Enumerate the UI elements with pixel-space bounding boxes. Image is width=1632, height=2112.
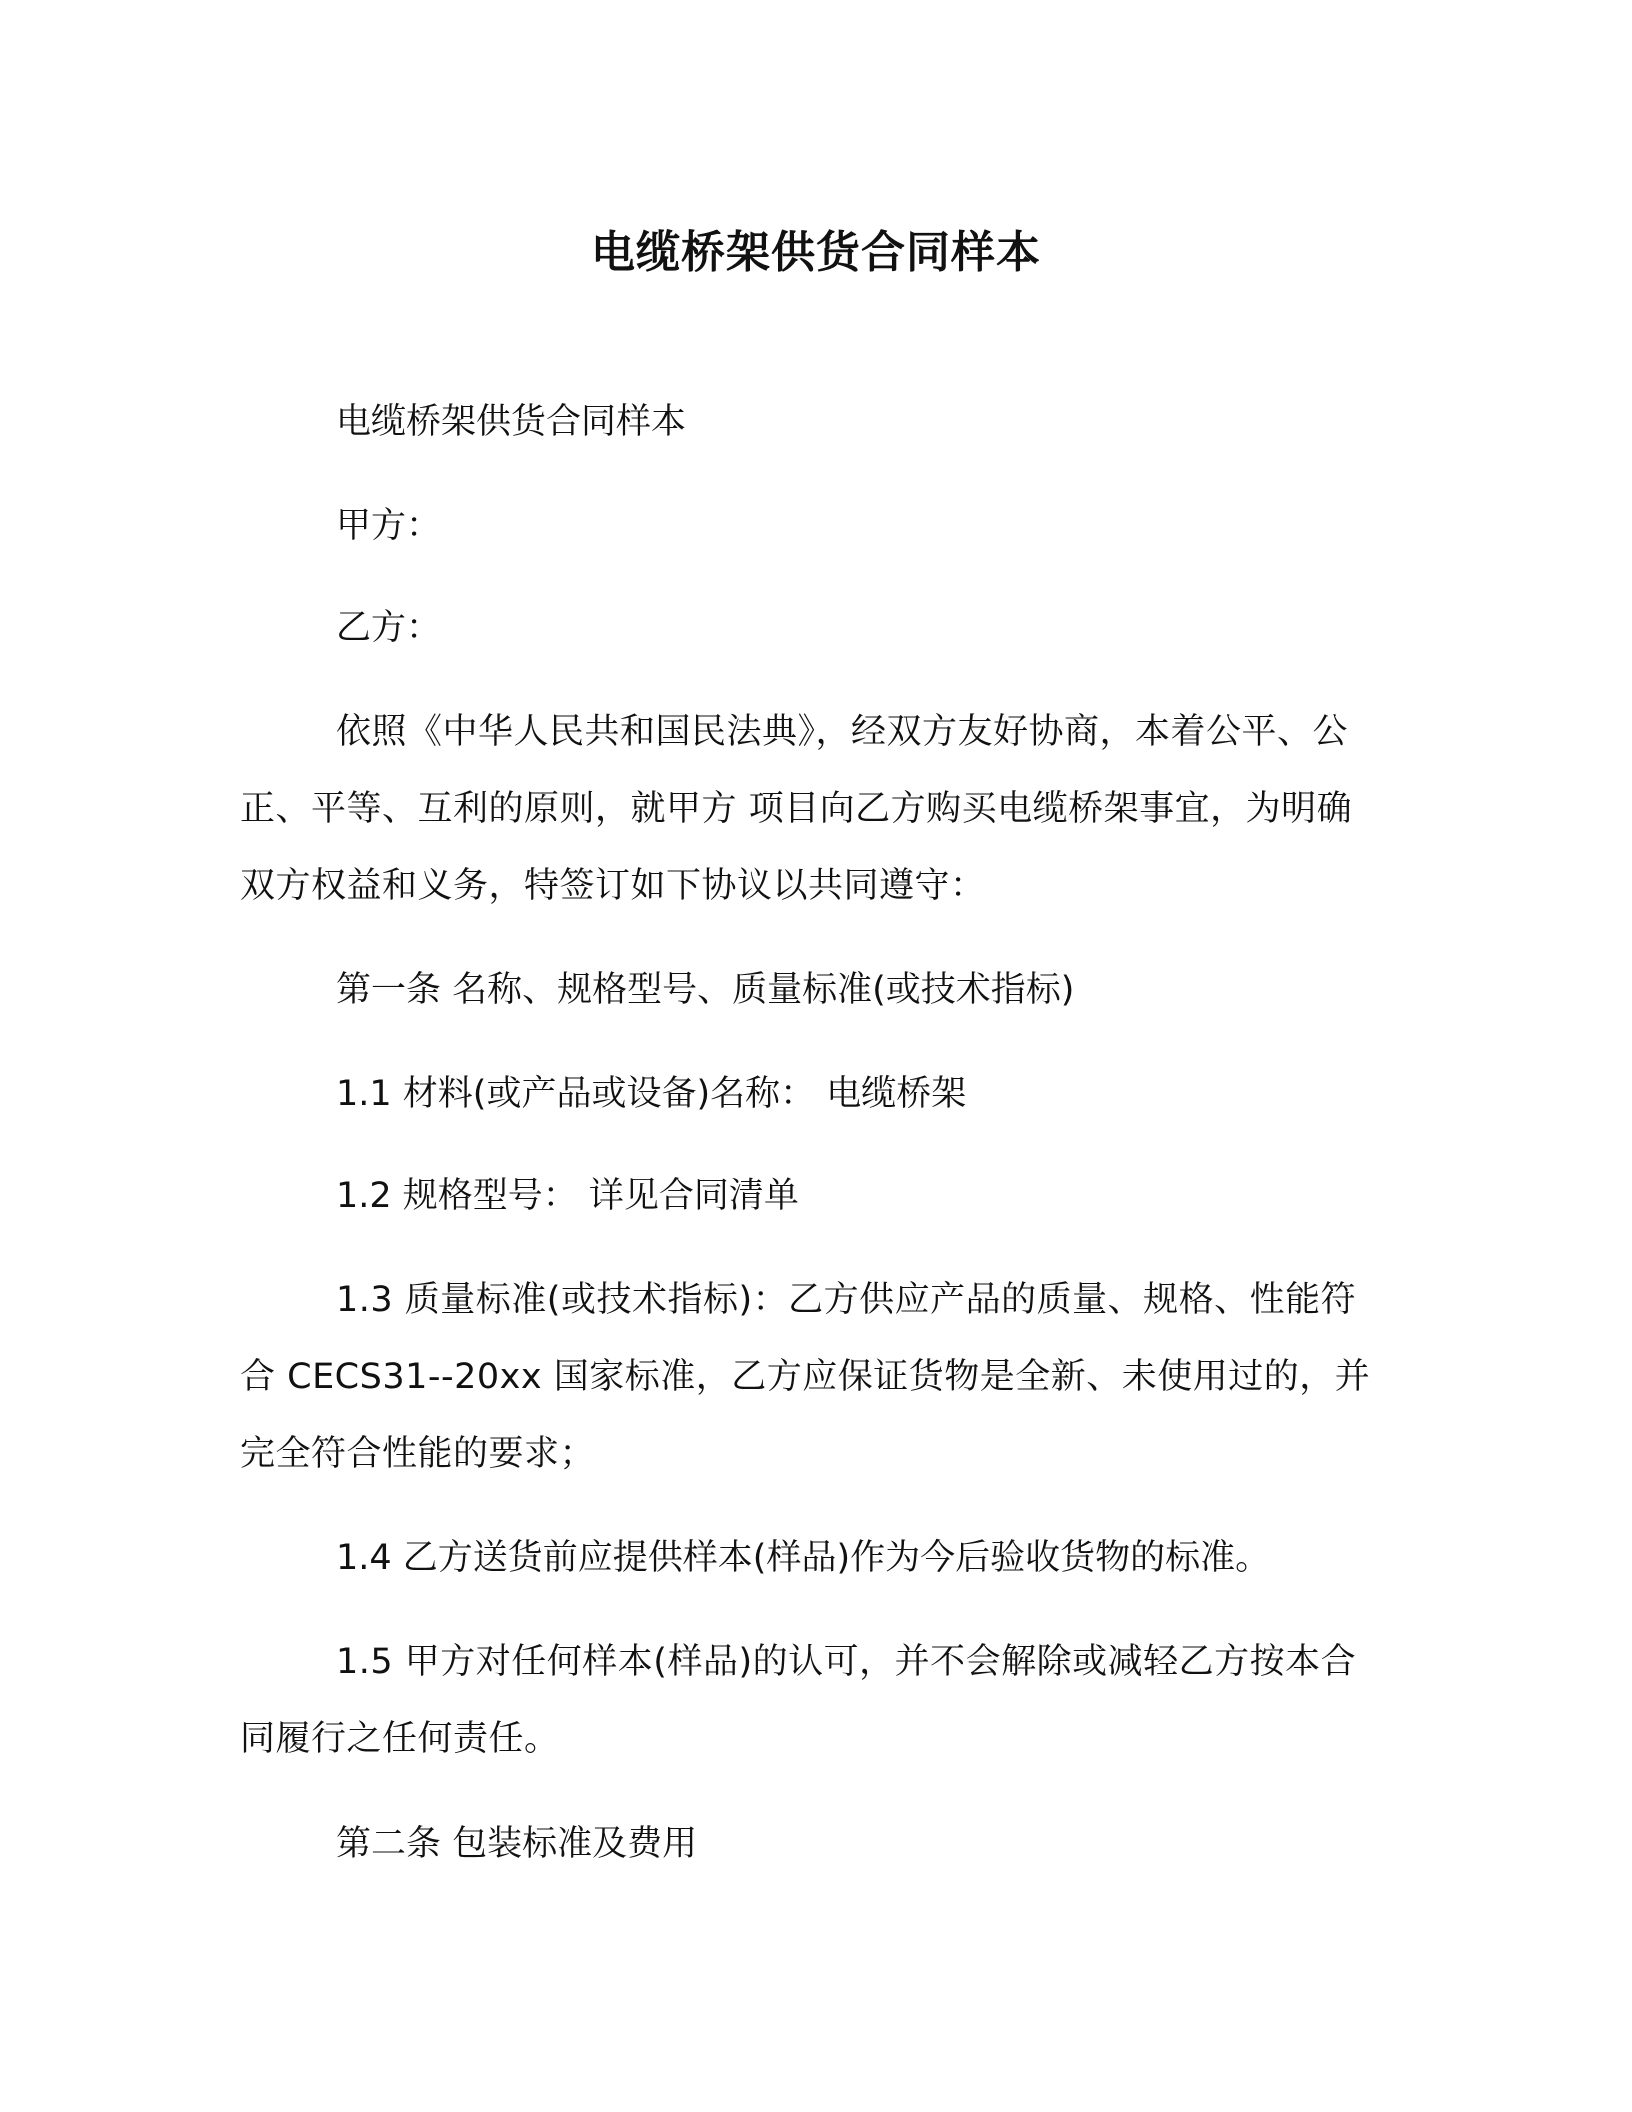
- paragraph-article-2-heading: 第二条 包装标准及费用: [336, 1824, 698, 1864]
- paragraph-clause-1-4: 1.4 乙方送货前应提供样本(样品)作为今后验收货物的标准。: [336, 1538, 1271, 1578]
- paragraph-clause-1-2: 1.2 规格型号： 详见合同清单: [336, 1176, 799, 1216]
- paragraph-clause-1-5: 1.5 甲方对任何样本(样品)的认可，并不会解除或减轻乙方按本合同履行之任何责任。: [240, 1642, 1357, 1759]
- paragraph-party-a: 甲方：: [336, 506, 442, 546]
- document-title: 电缆桥架供货合同样本: [591, 227, 1041, 278]
- paragraph-subtitle: 电缆桥架供货合同样本: [336, 402, 687, 442]
- paragraph-article-1-heading: 第一条 名称、规格型号、质量标准(或技术指标): [336, 970, 1075, 1010]
- paragraph-clause-1-3: 1.3 质量标准(或技术指标)：乙方供应产品的质量、规格、性能符合 CECS31--20xx 国家标准，乙方应保证货物是全新、未使用过的，并完全符合性能的要求；: [240, 1280, 1371, 1474]
- paragraph-clause-1-1: 1.1 材料(或产品或设备)名称： 电缆桥架: [336, 1074, 967, 1114]
- paragraph-preamble: 依照《中华人民共和国民法典》，经双方友好协商，本着公平、公正、平等、互利的原则，就甲方 项目向乙方购买电缆桥架事宜，为明确双方权益和义务，特签订如下协议以共同遵守：: [240, 712, 1353, 906]
- paragraph-party-b: 乙方：: [336, 608, 442, 648]
